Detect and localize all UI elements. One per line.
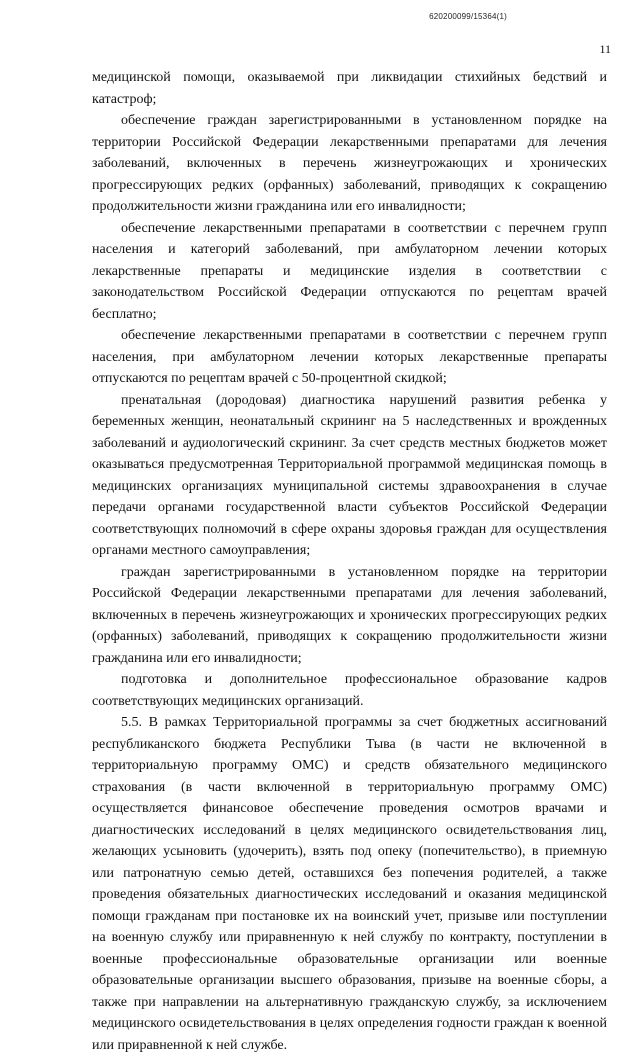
paragraph: обеспечение лекарственными препаратами в соответствии с перечнем групп населения, при амбулаторном лечении которых лекарственные препараты отпускаются по рецептам врачей с 50-процентной скидкой; <box>92 328 607 386</box>
paragraph: граждан зарегистрированными в установленном порядке на территории Российской Федерации лекарственными препаратами для лечения заболеваний, включенных в перечень жизнеугрожающих и хронических прогрессирующих редких (орфанных) заболеваний, приводящих к сокращению продолжительности жизни гражданина или его инвалидности; <box>92 564 607 666</box>
document-body <box>92 67 607 1056</box>
paragraph: подготовка и дополнительное профессиональное образование кадров соответствующих медицинских организаций. <box>92 672 607 709</box>
paragraph: медицинской помощи, оказываемой при ликвидации стихийных бедствий и катастроф; <box>92 70 607 107</box>
document-id: 620200099/15364(1) <box>429 12 507 21</box>
paragraph: обеспечение лекарственными препаратами в соответствии с перечнем групп населения и категорий заболеваний, при амбулаторном лечении которых лекарственные препараты и медицинские изделия в соответствии с законодательством Российской Федерации отпускаются по рецептам врачей бесплатно; <box>92 220 607 322</box>
paragraph: обеспечение граждан зарегистрированными в установленном порядке на территории Российской Федерации лекарственными препаратами для лечения заболеваний, включенных в перечень жизнеугрожающих и хронических прогрессирующих редких (орфанных) заболеваний, приводящих к сокращению продолжительности жизни гражданина или его инвалидности; <box>92 113 607 214</box>
paragraph: 5.5. В рамках Территориальной программы за счет бюджетных ассигнований республиканского бюджета Республики Тыва (в части не включенной в территориальную программу ОМС) и средств обязательного медицинского страхования (в части включенной в территориальную программу ОМС) осуществляется финансовое обеспечение проведения осмотров врачами и диагностических исследований в целях медицинского освидетельствования лиц, желающих усыновить (удочерить), взять под опеку (попечительство), в приемную или патронатную семью детей, оставшихся без попечения родителей, а также проведения обязательных диагностических исследований и оказания медицинской помощи гражданам при постановке их на воинский учет, призыве или поступлении на военную службу или приравненную к ней службу по контракту, поступлении в военные профессиональные образовательные организации или военные образовательные организации высшего образования, призыве на военные сборы, а также при направлении на альтернативную гражданскую службу, за исключением медицинского освидетельствования в целях определения годности граждан к военной или приравненной к ней службе. <box>92 715 607 1053</box>
paragraph: пренатальная (дородовая) диагностика нарушений развития ребенка у беременных женщин, неонатальный скрининг на 5 наследственных и врожденных заболеваний и аудиологический скрининг. За счет средств местных бюджетов может оказываться предусмотренная Территориальной программой медицинская помощь в медицинских организациях муниципальной системы здравоохранения в случае передачи органами государственной власти субъектов Российской Федерации соответствующих полномочий в сфере охраны здоровья граждан для осуществления органами местного самоуправления; <box>92 392 607 558</box>
page-number: 11 <box>599 42 611 56</box>
